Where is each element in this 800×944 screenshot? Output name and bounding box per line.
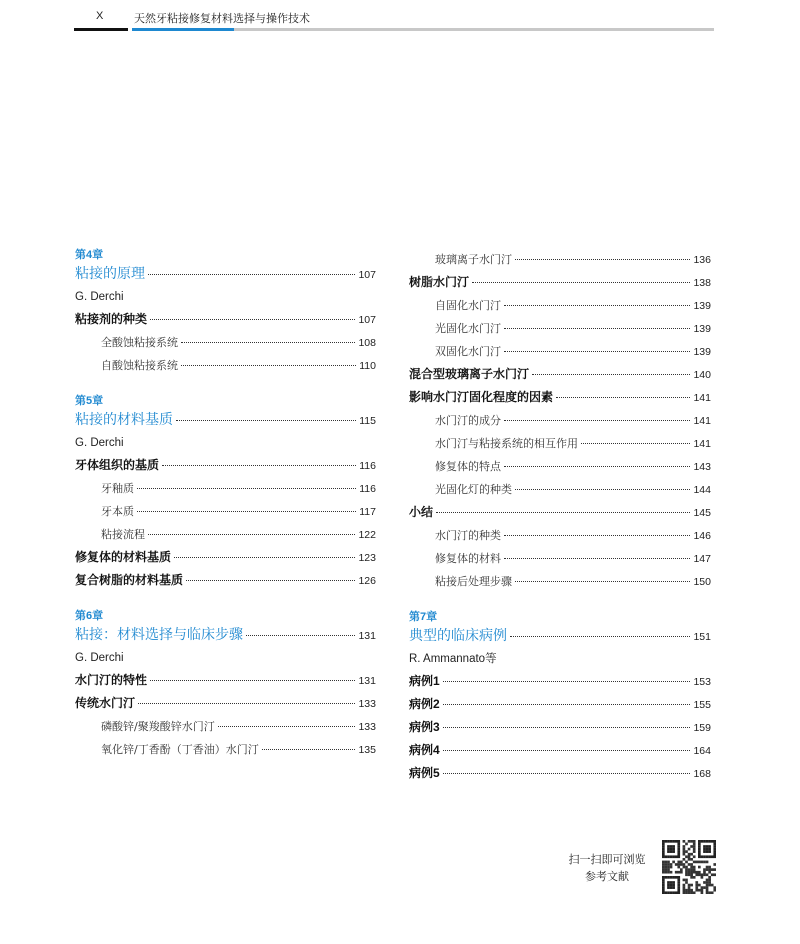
toc-section-entry[interactable] <box>75 692 376 715</box>
toc-page-number: 117 <box>359 506 376 518</box>
toc-entry-label: 氧化锌/丁香酚（丁香油）水门汀 <box>101 743 259 756</box>
toc-entry-label: 牙本质 <box>101 505 134 518</box>
dot-leader <box>504 327 690 329</box>
toc-page-number: 141 <box>693 392 711 404</box>
toc-entry-label: 粘接流程 <box>101 528 145 541</box>
toc-entry-label: 粘接的原理 <box>75 266 145 282</box>
toc-section-entry[interactable] <box>409 271 711 294</box>
dot-leader <box>472 281 690 283</box>
toc-subsection-entry[interactable] <box>75 331 376 354</box>
toc-entry-label: 修复体的特点 <box>435 460 501 473</box>
toc-entry-label: 双固化水门汀 <box>435 345 501 358</box>
toc-chapter-title[interactable] <box>409 624 711 648</box>
dot-leader <box>162 464 356 466</box>
dot-leader <box>246 634 355 636</box>
toc-entry-label: 小结 <box>409 505 434 519</box>
header-rule-blue <box>132 28 234 31</box>
toc-section-entry[interactable] <box>409 693 711 716</box>
toc-section-entry[interactable] <box>75 546 376 569</box>
toc-entry-label: 全酸蚀粘接系统 <box>101 336 178 349</box>
chapter-gap <box>75 377 376 394</box>
toc-entry-label: 病例4 <box>409 743 440 757</box>
toc-section-entry[interactable] <box>75 669 376 692</box>
toc-page-number: 136 <box>693 254 711 266</box>
toc-entry-label: 粘接剂的种类 <box>75 312 148 326</box>
dot-leader <box>181 341 355 343</box>
dot-leader <box>443 680 691 682</box>
dot-leader <box>174 556 355 558</box>
toc-section-entry[interactable] <box>75 569 376 592</box>
toc-page-number: 107 <box>358 314 376 326</box>
toc-section-entry[interactable] <box>409 716 711 739</box>
toc-entry-label: 影响水门汀固化程度的因素 <box>409 390 554 404</box>
dot-leader <box>148 533 355 535</box>
toc-right-column <box>409 248 711 785</box>
toc-page-number: 139 <box>693 300 711 312</box>
toc-subsection-entry[interactable] <box>409 570 711 593</box>
toc-entry-label: 混合型玻璃离子水门汀 <box>409 367 530 381</box>
toc-entry-label: 粘接后处理步骤 <box>435 575 512 588</box>
toc-entry-label: 病例1 <box>409 674 440 688</box>
dot-leader <box>137 510 356 512</box>
toc-entry-label: 复合树脂的材料基质 <box>75 573 184 587</box>
toc-section-entry[interactable] <box>409 762 711 785</box>
dot-leader <box>218 725 356 727</box>
toc-entry-label: 病例5 <box>409 766 440 780</box>
toc-subsection-entry[interactable] <box>75 477 376 500</box>
toc-entry-label: 水门汀的成分 <box>435 414 501 427</box>
toc-section-entry[interactable] <box>409 670 711 693</box>
dot-leader <box>150 679 355 681</box>
toc-entry-label: 树脂水门汀 <box>409 275 470 289</box>
toc-entry-label: 牙釉质 <box>101 482 134 495</box>
dot-leader <box>504 419 690 421</box>
toc-entry-label: 修复体的材料 <box>435 552 501 565</box>
toc-page-number: 123 <box>358 552 376 564</box>
toc-page-number: 133 <box>358 698 376 710</box>
toc-chapter-title[interactable] <box>75 623 376 647</box>
toc-subsection-entry[interactable] <box>409 409 711 432</box>
dot-leader <box>443 703 691 705</box>
toc-entry-label: 水门汀与粘接系统的相互作用 <box>435 437 578 450</box>
dot-leader <box>262 748 356 750</box>
dot-leader <box>148 273 355 275</box>
toc-left-column <box>75 248 376 761</box>
toc-page-number: 141 <box>693 415 711 427</box>
toc-subsection-entry[interactable] <box>409 340 711 363</box>
dot-leader <box>443 726 691 728</box>
toc-page-number: 164 <box>693 745 711 757</box>
toc-page-number: 140 <box>693 369 711 381</box>
toc-subsection-entry[interactable] <box>409 432 711 455</box>
toc-page-number: 133 <box>358 721 376 733</box>
toc-entry-label: 水门汀的种类 <box>435 529 501 542</box>
toc-page-number: 150 <box>693 576 711 588</box>
toc-page-number: 115 <box>359 415 376 427</box>
chapter-label: 第6章 <box>75 610 104 622</box>
toc-chapter-title[interactable] <box>75 408 376 432</box>
toc-subsection-entry[interactable] <box>409 524 711 547</box>
toc-page-number: 139 <box>693 346 711 358</box>
chapter-gap <box>409 593 711 610</box>
dot-leader <box>436 511 690 513</box>
toc-subsection-entry[interactable] <box>75 715 376 738</box>
header-rule-black <box>74 28 128 31</box>
qr-caption-line1: 扫一扫即可浏览 <box>568 854 646 866</box>
dot-leader <box>504 350 690 352</box>
toc-entry-label: 玻璃离子水门汀 <box>435 253 512 266</box>
toc-page-number: 159 <box>693 722 711 734</box>
toc-page-number: 135 <box>358 744 376 756</box>
toc-page-number: 151 <box>693 631 711 643</box>
qr-code-icon[interactable] <box>662 840 716 894</box>
toc-page-number: 168 <box>693 768 711 780</box>
chapter-gap <box>75 592 376 609</box>
dot-leader <box>581 442 690 444</box>
toc-page-number: 144 <box>693 484 711 496</box>
toc-entry-label: 光固化水门汀 <box>435 322 501 335</box>
toc-page-number: 153 <box>693 676 711 688</box>
toc-entry-label: 病例3 <box>409 720 440 734</box>
toc-entry-label: 水门汀的特性 <box>75 673 148 687</box>
chapter-label: 第5章 <box>75 395 104 407</box>
toc-page-number: 146 <box>693 530 711 542</box>
toc-subsection-entry[interactable] <box>409 294 711 317</box>
toc-subsection-entry[interactable] <box>409 547 711 570</box>
toc-page-number: 138 <box>693 277 711 289</box>
toc-section-entry[interactable] <box>409 363 711 386</box>
toc-entry-label: 传统水门汀 <box>75 696 136 710</box>
toc-section-entry[interactable] <box>75 308 376 331</box>
dot-leader <box>443 772 691 774</box>
dot-leader <box>443 749 691 751</box>
toc-subsection-entry[interactable] <box>409 478 711 501</box>
chapter-label: 第7章 <box>409 611 438 623</box>
dot-leader <box>138 702 355 704</box>
dot-leader <box>150 318 355 320</box>
toc-section-entry[interactable] <box>409 739 711 762</box>
dot-leader <box>515 258 690 260</box>
dot-leader <box>510 635 690 637</box>
toc-entry-label: 自固化水门汀 <box>435 299 501 312</box>
toc-page-number: 141 <box>693 438 711 450</box>
dot-leader <box>137 487 356 489</box>
page-number: X <box>96 10 104 22</box>
toc-entry-label: 典型的临床病例 <box>409 628 507 644</box>
dot-leader <box>515 488 690 490</box>
toc-section-entry[interactable] <box>75 454 376 477</box>
toc-chapter-title[interactable] <box>75 262 376 286</box>
dot-leader <box>181 364 356 366</box>
toc-subsection-entry[interactable] <box>75 523 376 546</box>
toc-page-number: 139 <box>693 323 711 335</box>
toc-entry-label: 光固化灯的种类 <box>435 483 512 496</box>
toc-entry-label: 粘接：材料选择与临床步骤 <box>75 627 243 643</box>
toc-page-number: 126 <box>358 575 376 587</box>
toc-page-number: 108 <box>358 337 376 349</box>
toc-section-entry[interactable] <box>409 386 711 409</box>
toc-entry-label: 病例2 <box>409 697 440 711</box>
toc-page-number: 145 <box>693 507 711 519</box>
header-rule-grey <box>234 28 714 31</box>
toc-page-number: 122 <box>358 529 376 541</box>
qr-caption <box>560 852 654 886</box>
dot-leader <box>504 557 690 559</box>
toc-page-number: 116 <box>359 460 376 472</box>
toc-entry-label: 粘接的材料基质 <box>75 412 173 428</box>
dot-leader <box>504 534 690 536</box>
toc-entry-label: 修复体的材料基质 <box>75 550 172 564</box>
toc-page-number: 131 <box>358 630 376 642</box>
dot-leader <box>176 419 356 421</box>
toc-page-number: 110 <box>359 360 376 372</box>
toc-page-number: 147 <box>693 553 711 565</box>
dot-leader <box>504 465 690 467</box>
toc-section-entry[interactable] <box>409 501 711 524</box>
dot-leader <box>556 396 690 398</box>
dot-leader <box>186 579 355 581</box>
chapter-author: R. Ammannato等 <box>409 653 497 665</box>
qr-caption-line2: 参考文献 <box>585 871 629 883</box>
toc-subsection-entry[interactable] <box>75 354 376 377</box>
toc-subsection-entry[interactable] <box>409 248 711 271</box>
toc-entry-label: 牙体组织的基质 <box>75 458 160 472</box>
chapter-author: G. Derchi <box>75 437 124 449</box>
toc-subsection-entry[interactable] <box>409 317 711 340</box>
toc-entry-label: 自酸蚀粘接系统 <box>101 359 178 372</box>
toc-subsection-entry[interactable] <box>75 738 376 761</box>
toc-page-number: 116 <box>359 483 376 495</box>
dot-leader <box>504 304 690 306</box>
toc-page-number: 131 <box>358 675 376 687</box>
chapter-author: G. Derchi <box>75 652 124 664</box>
dot-leader <box>532 373 690 375</box>
toc-page-number: 155 <box>693 699 711 711</box>
toc-entry-label: 磷酸锌/聚羧酸锌水门汀 <box>101 720 215 733</box>
toc-subsection-entry[interactable] <box>409 455 711 478</box>
toc-page-number: 143 <box>693 461 711 473</box>
chapter-author: G. Derchi <box>75 291 124 303</box>
toc-page-number: 107 <box>358 269 376 281</box>
dot-leader <box>515 580 690 582</box>
toc-subsection-entry[interactable] <box>75 500 376 523</box>
running-title: 天然牙粘接修复材料选择与操作技术 <box>134 13 310 25</box>
chapter-label: 第4章 <box>75 249 104 261</box>
